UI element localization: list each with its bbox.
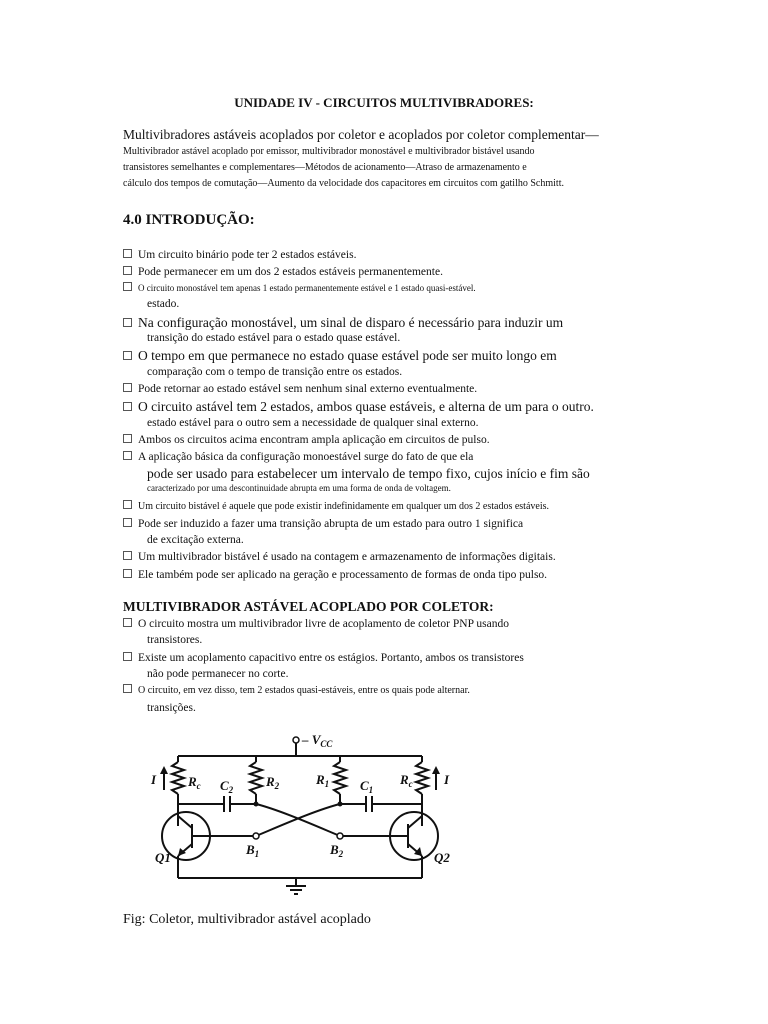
b2-label: $B_2$ xyxy=(330,842,344,859)
intro-line-1: Multivibradores astáveis acoplados por coletor e acoplados por coletor complementar— xyxy=(123,127,599,142)
list-item: Um circuito binário pode ter 2 estados estáveis. xyxy=(123,247,356,263)
bullet-box-icon xyxy=(123,249,132,258)
bullet-box-icon xyxy=(123,618,132,627)
q1-label: Q1 xyxy=(155,850,171,865)
section-heading-astavel: MULTIVIBRADOR ASTÁVEL ACOPLADO POR COLETOR: xyxy=(123,599,494,614)
list-item: Pode permanecer em um dos 2 estados estáveis permanentemente. xyxy=(123,264,443,280)
bullet-box-icon xyxy=(123,451,132,460)
list-item-continuation: transições. xyxy=(147,702,196,714)
list-item-continuation: transistores. xyxy=(147,634,203,646)
bullet-box-icon xyxy=(123,282,132,291)
bullet-box-icon xyxy=(123,684,132,693)
bullet-box-icon xyxy=(123,351,132,360)
list-item-continuation: transição do estado estável para o estado quase estável. xyxy=(147,332,401,344)
r1-label: $R_1$ xyxy=(316,772,330,789)
list-item: O circuito monostável tem apenas 1 estado permanentemente estável e 1 estado quasi-estável. xyxy=(123,282,476,294)
list-item-continuation: estado estável para o outro sem a necessidade de qualquer sinal externo. xyxy=(147,417,479,429)
list-item: Existe um acoplamento capacitivo entre os estágios. Portanto, ambos os transistores xyxy=(123,650,524,666)
list-item-continuation: não pode permanecer no corte. xyxy=(147,668,289,680)
list-item: Um circuito bistável é aquele que pode existir indefinidamente em qualquer um dos 2 estados estáveis. xyxy=(123,500,549,514)
rc-left-label: $R_c$ xyxy=(188,774,201,791)
c2-label: $C_2$ xyxy=(220,778,234,795)
current-right-label: I xyxy=(444,772,450,787)
bullet-box-icon xyxy=(123,434,132,443)
list-item: Pode ser induzido a fazer uma transição abrupta de um estado para outro 1 significa xyxy=(123,516,523,532)
list-item: A aplicação básica da configuração monoestável surge do fato de que ela xyxy=(123,449,473,465)
list-item: O circuito mostra um multivibrador livre de acoplamento de coletor PNP usando xyxy=(123,616,509,632)
list-item: O circuito, em vez disso, tem 2 estados quasi-estáveis, entre os quais pode alternar. xyxy=(123,684,470,698)
figure-caption: Fig: Coletor, multivibrador astável acoplado xyxy=(123,912,371,927)
page-title: UNIDADE IV - CIRCUITOS MULTIVIBRADORES: xyxy=(234,95,534,110)
bullet-box-icon xyxy=(123,266,132,275)
astable-multivibrator-circuit-diagram xyxy=(120,726,460,906)
intro-line-3: transistores semelhantes e complementares—Métodos de acionamento—Atraso de armazenamento e xyxy=(123,162,527,173)
bullet-box-icon xyxy=(123,383,132,392)
intro-line-2: Multivibrador astável acoplado por emissor, multivibrador monostável e multivibrador bistável usando xyxy=(123,146,535,157)
current-left-label: I xyxy=(151,772,157,787)
bullet-box-icon xyxy=(123,518,132,527)
b1-label: $B_1$ xyxy=(246,842,260,859)
bullet-box-icon xyxy=(123,500,132,509)
list-item: O tempo em que permanece no estado quase estável pode ser muito longo em xyxy=(123,347,557,364)
bullet-box-icon xyxy=(123,318,132,327)
list-item: O circuito astável tem 2 estados, ambos quase estáveis, e alterna de um para o outro. xyxy=(123,398,594,415)
list-item-continuation: caracterizado por uma descontinuidade abrupta em uma forma de onda de voltagem. xyxy=(147,483,451,493)
bullet-box-icon xyxy=(123,551,132,560)
c1-label: $C_1$ xyxy=(360,778,374,795)
list-item-continuation: comparação com o tempo de transição entre os estados. xyxy=(147,366,403,378)
list-item: Um multivibrador bistável é usado na contagem e armazenamento de informações digitais. xyxy=(123,549,556,565)
section-heading-introducao: 4.0 INTRODUÇÃO: xyxy=(123,212,255,228)
bullet-box-icon xyxy=(123,402,132,411)
bullet-box-icon xyxy=(123,652,132,661)
vcc-label: – $V_{CC}$ xyxy=(302,732,333,749)
list-item: Ele também pode ser aplicado na geração e processamento de formas de onda tipo pulso. xyxy=(123,567,547,583)
r2-label: $R_2$ xyxy=(266,774,280,791)
list-item-continuation: pode ser usado para estabelecer um intervalo de tempo fixo, cujos início e fim são xyxy=(147,466,590,481)
rc-right-label: $R_c$ xyxy=(400,772,413,789)
list-item: Ambos os circuitos acima encontram ampla aplicação em circuitos de pulso. xyxy=(123,432,490,448)
q2-label: Q2 xyxy=(434,850,450,865)
list-item: Pode retornar ao estado estável sem nenhum sinal externo eventualmente. xyxy=(123,381,477,397)
intro-line-4: cálculo dos tempos de comutação—Aumento da velocidade dos capacitores em circuitos com gatilho Schmitt. xyxy=(123,178,564,189)
bullet-box-icon xyxy=(123,569,132,578)
list-item: Na configuração monostável, um sinal de disparo é necessário para induzir um xyxy=(123,314,563,331)
list-item-continuation: estado. xyxy=(147,298,180,310)
list-item-continuation: de excitação externa. xyxy=(147,534,244,546)
